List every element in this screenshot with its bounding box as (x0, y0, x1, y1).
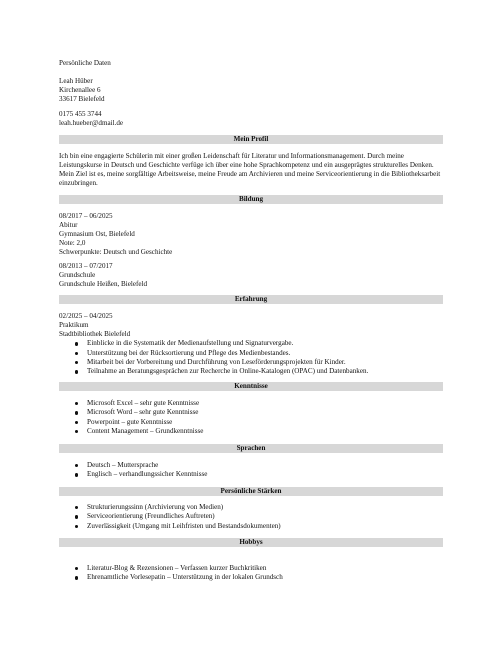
list-item: Zuverlässigkeit (Umgang mit Leihfristen und Bestandsdokumenten) (59, 522, 443, 531)
list-item: Unterstützung bei der Rücksortierung und Pflege des Medienbestandes. (59, 349, 443, 358)
experience-role: Praktikum (59, 321, 89, 330)
education-school: Grundschule Heißen, Bielefeld (59, 280, 148, 289)
profile-text: Ich bin eine engagierte Schülerin mit einer großen Leidenschaft für Literatur und Informationsmanagement. Durch meine Leistungskurse in Deutsch und Geschichte verfüge ich über eine hohe Sprachkompetenz und ein ausgeprägtes strukturelles Denken. Mein Ziel ist es, meine sorgfältige Arbeitsweise, meine Freude am Archivieren und meine Serviceorientierung in die Bibliotheksarbeit einzubringen. (59, 152, 441, 188)
contact-block (59, 110, 443, 128)
list-item: Ehrenamtliche Vorlesepatin – Unterstützung in der lokalen Grundsch (59, 573, 443, 582)
strengths-heading: Persönliche Stärken (59, 487, 443, 496)
address-block (59, 77, 443, 104)
profile-heading: Mein Profil (59, 135, 443, 144)
hobbies-heading: Hobbys (59, 538, 443, 547)
list-item: Teilnahme an Beratungsgesprächen zur Recherche in Online-Katalogen (OPAC) und Datenbanken. (59, 367, 443, 376)
languages-list (59, 461, 443, 480)
experience-entry (59, 312, 443, 376)
list-item: Strukturierungssinn (Archivierung von Medien) (59, 503, 443, 512)
education-heading: Bildung (59, 195, 443, 204)
list-item: Serviceorientierung (Freundliches Auftreten) (59, 512, 443, 521)
city-address: 33617 Bielefeld (59, 95, 105, 104)
education-dates: 08/2017 – 06/2025 (59, 212, 113, 220)
strengths-list (59, 503, 443, 531)
street-address: Kirchenallee 6 (59, 86, 101, 95)
education-dates: 08/2013 – 07/2017 (59, 262, 113, 270)
list-item: Powerpoint – gute Kenntnisse (59, 418, 443, 427)
skills-heading: Kenntnisse (59, 382, 443, 391)
personal-data-label-block (59, 59, 443, 68)
phone-number: 0175 455 3744 (59, 110, 102, 118)
skills-list (59, 399, 443, 436)
experience-task-list (59, 339, 443, 376)
list-item: Deutsch – Muttersprache (59, 461, 443, 470)
list-item: Englisch – verhandlungssicher Kenntnisse (59, 470, 443, 479)
full-name: Leah Hüber (59, 77, 93, 85)
hobbies-list (59, 564, 443, 583)
education-entry-2 (59, 262, 443, 289)
list-item: Content Management – Grundkenntnisse (59, 427, 443, 436)
list-item: Einblicke in die Systematik der Medienaufstellung und Signaturvergabe. (59, 339, 443, 348)
experience-dates: 02/2025 – 04/2025 (59, 312, 113, 320)
personal-data-label: Persönliche Daten (59, 59, 111, 67)
education-grade: Note: 2,0 (59, 239, 86, 248)
strengths-block (59, 503, 443, 531)
email-address: leah.hueber@dmail.de (59, 119, 124, 128)
list-item: Microsoft Word – sehr gute Kenntnisse (59, 408, 443, 417)
list-item: Literatur-Blog & Rezensionen – Verfassen kurzer Buchkritiken (59, 564, 443, 573)
list-item: Mitarbeit bei der Vorbereitung und Durchführung von Leseförderungsprojekten für Kinder. (59, 358, 443, 367)
languages-heading: Sprachen (59, 444, 443, 453)
education-degree: Abitur (59, 221, 78, 230)
hobbies-block (59, 564, 443, 583)
skills-block (59, 399, 443, 436)
experience-heading: Erfahrung (59, 295, 443, 304)
education-focus: Schwerpunkte: Deutsch und Geschichte (59, 248, 173, 257)
languages-block (59, 461, 443, 480)
list-item: Microsoft Excel – sehr gute Kenntnisse (59, 399, 443, 408)
education-degree: Grundschule (59, 271, 96, 280)
education-school: Gymnasium Ost, Bielefeld (59, 230, 135, 239)
education-entry-1 (59, 212, 443, 257)
experience-org: Stadtbibliothek Bielefeld (59, 330, 131, 339)
